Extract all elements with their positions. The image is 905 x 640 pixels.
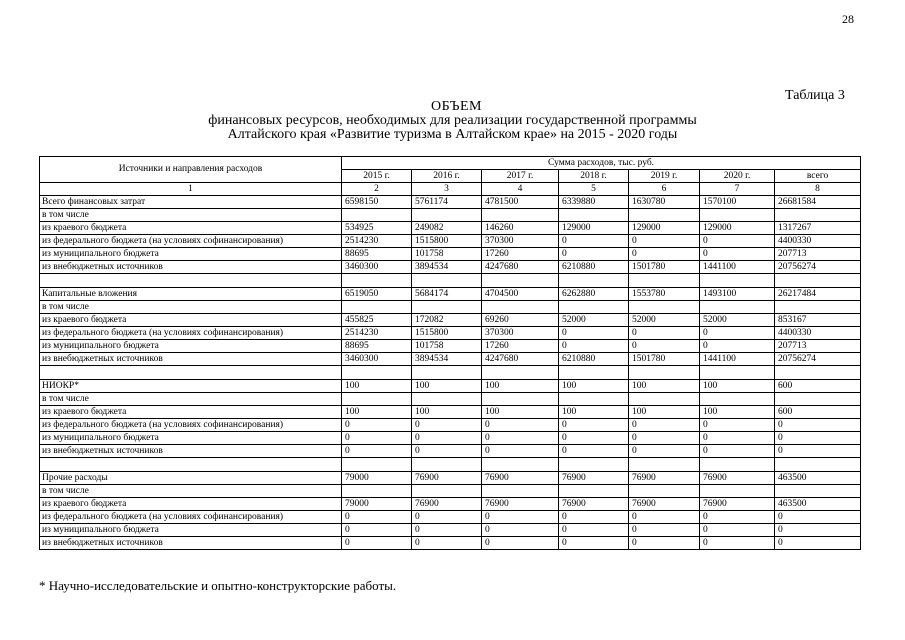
table-row: [40, 209, 861, 222]
table-cell: 600: [775, 380, 861, 393]
table-cell: 1317267: [775, 222, 861, 235]
table-cell: 1441100: [700, 261, 775, 274]
table-row: [40, 366, 861, 380]
table-cell: 0: [559, 524, 629, 537]
table-row: [40, 432, 861, 445]
column-index: 3: [412, 183, 482, 196]
table-cell: 26217484: [775, 288, 861, 301]
table-cell: 129000: [629, 222, 700, 235]
table-cell: 0: [700, 537, 775, 550]
table-cell: [629, 301, 700, 314]
row-label: из краевого бюджета: [40, 406, 342, 419]
table-cell: 0: [775, 419, 861, 432]
table-cell: 1441100: [700, 353, 775, 366]
table-cell: 0: [482, 445, 559, 458]
table-cell: 20756274: [775, 353, 861, 366]
table-cell: 2514230: [342, 327, 412, 340]
table-cell: 69260: [482, 314, 559, 327]
table-cell: 207713: [775, 340, 861, 353]
table-row: [40, 261, 861, 274]
table-cell: 76900: [700, 472, 775, 485]
table-row: [40, 314, 861, 327]
table-cell: 0: [559, 432, 629, 445]
table-cell: 0: [629, 511, 700, 524]
table-cell: [559, 209, 629, 222]
table-cell: 0: [700, 445, 775, 458]
table-cell: 600: [775, 406, 861, 419]
table-cell: [700, 485, 775, 498]
table-cell: 0: [629, 235, 700, 248]
table-cell: 0: [482, 511, 559, 524]
table-cell: [559, 485, 629, 498]
table-cell: [412, 393, 482, 406]
table-cell: 0: [629, 445, 700, 458]
table-cell: 100: [412, 406, 482, 419]
table-cell: 0: [342, 511, 412, 524]
year-header: 2015 г.: [342, 170, 412, 183]
table-cell: 1515800: [412, 235, 482, 248]
table-cell: 3894534: [412, 261, 482, 274]
table-cell: [559, 393, 629, 406]
table-cell: 0: [775, 511, 861, 524]
year-header: 2018 г.: [559, 170, 629, 183]
table-cell: 76900: [559, 498, 629, 511]
table-cell: 0: [342, 537, 412, 550]
table-label: Таблица 3: [785, 88, 845, 103]
table-row: [40, 458, 861, 472]
row-label: Всего финансовых затрат: [40, 196, 342, 209]
table-row: [40, 301, 861, 314]
table-cell: 88695: [342, 248, 412, 261]
table-cell: [482, 393, 559, 406]
table-cell: 0: [412, 445, 482, 458]
table-cell: 4247680: [482, 261, 559, 274]
table-cell: 370300: [482, 327, 559, 340]
table-row: [40, 511, 861, 524]
table-cell: 1553780: [629, 288, 700, 301]
table-cell: [775, 274, 861, 288]
table-cell: [629, 366, 700, 380]
table-cell: [559, 274, 629, 288]
table-cell: 0: [775, 524, 861, 537]
source-header: Источники и направления расходов: [40, 157, 342, 183]
table-row: [40, 274, 861, 288]
table-row: [40, 248, 861, 261]
column-index: 8: [775, 183, 861, 196]
table-cell: 534925: [342, 222, 412, 235]
table-cell: 0: [775, 432, 861, 445]
table-cell: 129000: [700, 222, 775, 235]
table-cell: 100: [412, 380, 482, 393]
table-row: [40, 498, 861, 511]
table-cell: 0: [412, 511, 482, 524]
table-cell: 0: [559, 537, 629, 550]
table-cell: [775, 366, 861, 380]
table-cell: 0: [559, 340, 629, 353]
table-row: [40, 472, 861, 485]
table-cell: [412, 274, 482, 288]
column-index: 7: [700, 183, 775, 196]
table-cell: 20756274: [775, 261, 861, 274]
table-cell: 17260: [482, 340, 559, 353]
table-cell: 4400330: [775, 235, 861, 248]
table-cell: [342, 366, 412, 380]
row-label: НИОКР*: [40, 380, 342, 393]
table-row: [40, 406, 861, 419]
table-cell: 0: [629, 432, 700, 445]
row-label: из краевого бюджета: [40, 314, 342, 327]
table-cell: 100: [700, 380, 775, 393]
table-cell: 0: [700, 419, 775, 432]
table-cell: 2514230: [342, 235, 412, 248]
table-cell: 6210880: [559, 261, 629, 274]
table-cell: 0: [559, 511, 629, 524]
footnote: * Научно-исследовательские и опытно-конструкторские работы.: [39, 578, 397, 593]
column-index-row: [40, 183, 861, 196]
table-cell: 0: [412, 524, 482, 537]
table-cell: [775, 458, 861, 472]
table-cell: 463500: [775, 498, 861, 511]
table-cell: 100: [342, 380, 412, 393]
table-cell: 0: [412, 432, 482, 445]
column-index: 5: [559, 183, 629, 196]
table-row: [40, 222, 861, 235]
table-cell: [482, 485, 559, 498]
table-cell: [342, 485, 412, 498]
table-row: [40, 353, 861, 366]
table-cell: 0: [629, 524, 700, 537]
row-label: из внебюджетных источников: [40, 353, 342, 366]
table-cell: [700, 274, 775, 288]
table-cell: 0: [700, 235, 775, 248]
sum-header: Сумма расходов, тыс. руб.: [342, 157, 861, 170]
table-cell: 463500: [775, 472, 861, 485]
table-cell: [629, 458, 700, 472]
table-cell: 0: [412, 419, 482, 432]
table-cell: 0: [700, 511, 775, 524]
column-index: 6: [629, 183, 700, 196]
table-cell: [775, 393, 861, 406]
table-cell: [412, 301, 482, 314]
table-cell: [775, 209, 861, 222]
table-cell: 0: [342, 524, 412, 537]
table-cell: 0: [412, 537, 482, 550]
row-label: из внебюджетных источников: [40, 537, 342, 550]
table-cell: 146260: [482, 222, 559, 235]
table-cell: 4704500: [482, 288, 559, 301]
table-row: [40, 196, 861, 209]
table-cell: 76900: [482, 472, 559, 485]
table-cell: 0: [559, 327, 629, 340]
table-cell: 455825: [342, 314, 412, 327]
table-cell: 6598150: [342, 196, 412, 209]
table-cell: 79000: [342, 498, 412, 511]
table-cell: 100: [629, 380, 700, 393]
table-cell: 52000: [629, 314, 700, 327]
table-cell: 0: [629, 419, 700, 432]
title-line-1: ОБЪЕМ: [430, 99, 482, 114]
table-cell: 0: [482, 419, 559, 432]
year-header: 2020 г.: [700, 170, 775, 183]
table-cell: [700, 209, 775, 222]
column-index: 2: [342, 183, 412, 196]
table-row: [40, 445, 861, 458]
row-label: из краевого бюджета: [40, 222, 342, 235]
table-cell: [482, 209, 559, 222]
table-cell: 853167: [775, 314, 861, 327]
table-row: [40, 393, 861, 406]
row-label: [40, 458, 342, 472]
table-cell: 76900: [629, 472, 700, 485]
year-header: 2016 г.: [412, 170, 482, 183]
table-cell: 0: [342, 419, 412, 432]
table-row: [40, 327, 861, 340]
table-row: [40, 288, 861, 301]
table-cell: 3460300: [342, 261, 412, 274]
table-cell: 0: [700, 524, 775, 537]
table-cell: 76900: [700, 498, 775, 511]
table-cell: [559, 301, 629, 314]
table-cell: [342, 458, 412, 472]
table-cell: 100: [559, 406, 629, 419]
row-label: из внебюджетных источников: [40, 261, 342, 274]
table-cell: 1570100: [700, 196, 775, 209]
table-row: [40, 485, 861, 498]
total-header: всего: [775, 170, 861, 183]
table-cell: 0: [482, 524, 559, 537]
table-cell: 0: [482, 432, 559, 445]
table-cell: [700, 458, 775, 472]
table-row: [40, 235, 861, 248]
table-row: [40, 537, 861, 550]
table-cell: [412, 366, 482, 380]
table-cell: [412, 458, 482, 472]
table-cell: [629, 393, 700, 406]
table-cell: 0: [700, 248, 775, 261]
table-cell: 88695: [342, 340, 412, 353]
table-cell: [559, 458, 629, 472]
table-cell: 1501780: [629, 261, 700, 274]
table-cell: 1493100: [700, 288, 775, 301]
table-cell: 0: [700, 340, 775, 353]
table-cell: 249082: [412, 222, 482, 235]
table-cell: 101758: [412, 340, 482, 353]
table-cell: 79000: [342, 472, 412, 485]
table-cell: 0: [629, 248, 700, 261]
row-label: в том числе: [40, 393, 342, 406]
table-cell: [700, 366, 775, 380]
row-label: в том числе: [40, 301, 342, 314]
table-cell: 6262880: [559, 288, 629, 301]
row-label: из муниципального бюджета: [40, 248, 342, 261]
table-cell: 0: [342, 432, 412, 445]
table-cell: [482, 301, 559, 314]
table-cell: 52000: [559, 314, 629, 327]
table-cell: 0: [629, 537, 700, 550]
table-cell: 6519050: [342, 288, 412, 301]
row-label: Прочие расходы: [40, 472, 342, 485]
table-cell: 76900: [412, 472, 482, 485]
row-label: [40, 366, 342, 380]
page-number: 28: [842, 12, 854, 26]
row-label: в том числе: [40, 209, 342, 222]
table-cell: [412, 485, 482, 498]
row-label: из краевого бюджета: [40, 498, 342, 511]
table-cell: 100: [629, 406, 700, 419]
title-line-2: финансовых ресурсов, необходимых для реализации государственной программы: [208, 113, 697, 128]
row-label: в том числе: [40, 485, 342, 498]
table-cell: [559, 366, 629, 380]
financial-table: [39, 156, 861, 550]
table-cell: 100: [700, 406, 775, 419]
table-body: [40, 196, 861, 550]
table-cell: 4400330: [775, 327, 861, 340]
table-cell: [700, 393, 775, 406]
table-cell: [629, 209, 700, 222]
row-label: Капитальные вложения: [40, 288, 342, 301]
table-cell: 76900: [559, 472, 629, 485]
table-cell: [342, 274, 412, 288]
table-cell: [482, 366, 559, 380]
document-title: [0, 100, 905, 142]
table-cell: 6210880: [559, 353, 629, 366]
table-row: [40, 524, 861, 537]
table-cell: 0: [629, 340, 700, 353]
row-label: из федерального бюджета (на условиях софинансирования): [40, 235, 342, 248]
table-cell: 0: [342, 445, 412, 458]
table-cell: 1501780: [629, 353, 700, 366]
table-cell: 0: [559, 445, 629, 458]
table-cell: 207713: [775, 248, 861, 261]
table-cell: 0: [482, 537, 559, 550]
year-header: 2019 г.: [629, 170, 700, 183]
table-cell: 100: [342, 406, 412, 419]
table-cell: 76900: [412, 498, 482, 511]
table-cell: 3894534: [412, 353, 482, 366]
table-cell: 0: [700, 327, 775, 340]
table-cell: 100: [559, 380, 629, 393]
table-cell: [412, 209, 482, 222]
table-cell: 0: [700, 432, 775, 445]
table-cell: 0: [559, 235, 629, 248]
table-cell: [775, 485, 861, 498]
table-cell: [342, 301, 412, 314]
table-row: [40, 340, 861, 353]
table-cell: 100: [482, 406, 559, 419]
table-cell: 0: [559, 419, 629, 432]
table-cell: 3460300: [342, 353, 412, 366]
table-cell: 101758: [412, 248, 482, 261]
row-label: из муниципального бюджета: [40, 340, 342, 353]
table-cell: 4781500: [482, 196, 559, 209]
column-index: 4: [482, 183, 559, 196]
table-cell: 0: [629, 327, 700, 340]
table-cell: [342, 209, 412, 222]
row-label: из муниципального бюджета: [40, 432, 342, 445]
table-cell: 6339880: [559, 196, 629, 209]
row-label: из муниципального бюджета: [40, 524, 342, 537]
table-cell: 17260: [482, 248, 559, 261]
title-line-3: Алтайского края «Развитие туризма в Алтайском крае» на 2015 - 2020 годы: [227, 127, 678, 142]
table-row: [40, 380, 861, 393]
table-cell: 100: [482, 380, 559, 393]
table-cell: 76900: [629, 498, 700, 511]
column-index: 1: [40, 183, 342, 196]
table-cell: 370300: [482, 235, 559, 248]
table-cell: 1515800: [412, 327, 482, 340]
row-label: из федерального бюджета (на условиях софинансирования): [40, 419, 342, 432]
table-cell: 129000: [559, 222, 629, 235]
table-cell: 5684174: [412, 288, 482, 301]
table-cell: [629, 485, 700, 498]
year-header: 2017 г.: [482, 170, 559, 183]
row-label: из федерального бюджета (на условиях софинансирования): [40, 511, 342, 524]
row-label: [40, 274, 342, 288]
table-cell: 0: [559, 248, 629, 261]
table-cell: [342, 393, 412, 406]
table-cell: 52000: [700, 314, 775, 327]
table-cell: [482, 274, 559, 288]
table-cell: 0: [775, 445, 861, 458]
table-cell: 0: [775, 537, 861, 550]
table-cell: 5761174: [412, 196, 482, 209]
table-cell: 26681584: [775, 196, 861, 209]
table-cell: [629, 274, 700, 288]
table-cell: 172082: [412, 314, 482, 327]
table-cell: 76900: [482, 498, 559, 511]
table-cell: 1630780: [629, 196, 700, 209]
table-cell: [482, 458, 559, 472]
row-label: из внебюджетных источников: [40, 445, 342, 458]
row-label: из федерального бюджета (на условиях софинансирования): [40, 327, 342, 340]
table-row: [40, 419, 861, 432]
table-cell: 4247680: [482, 353, 559, 366]
table-cell: [700, 301, 775, 314]
table-cell: [775, 301, 861, 314]
